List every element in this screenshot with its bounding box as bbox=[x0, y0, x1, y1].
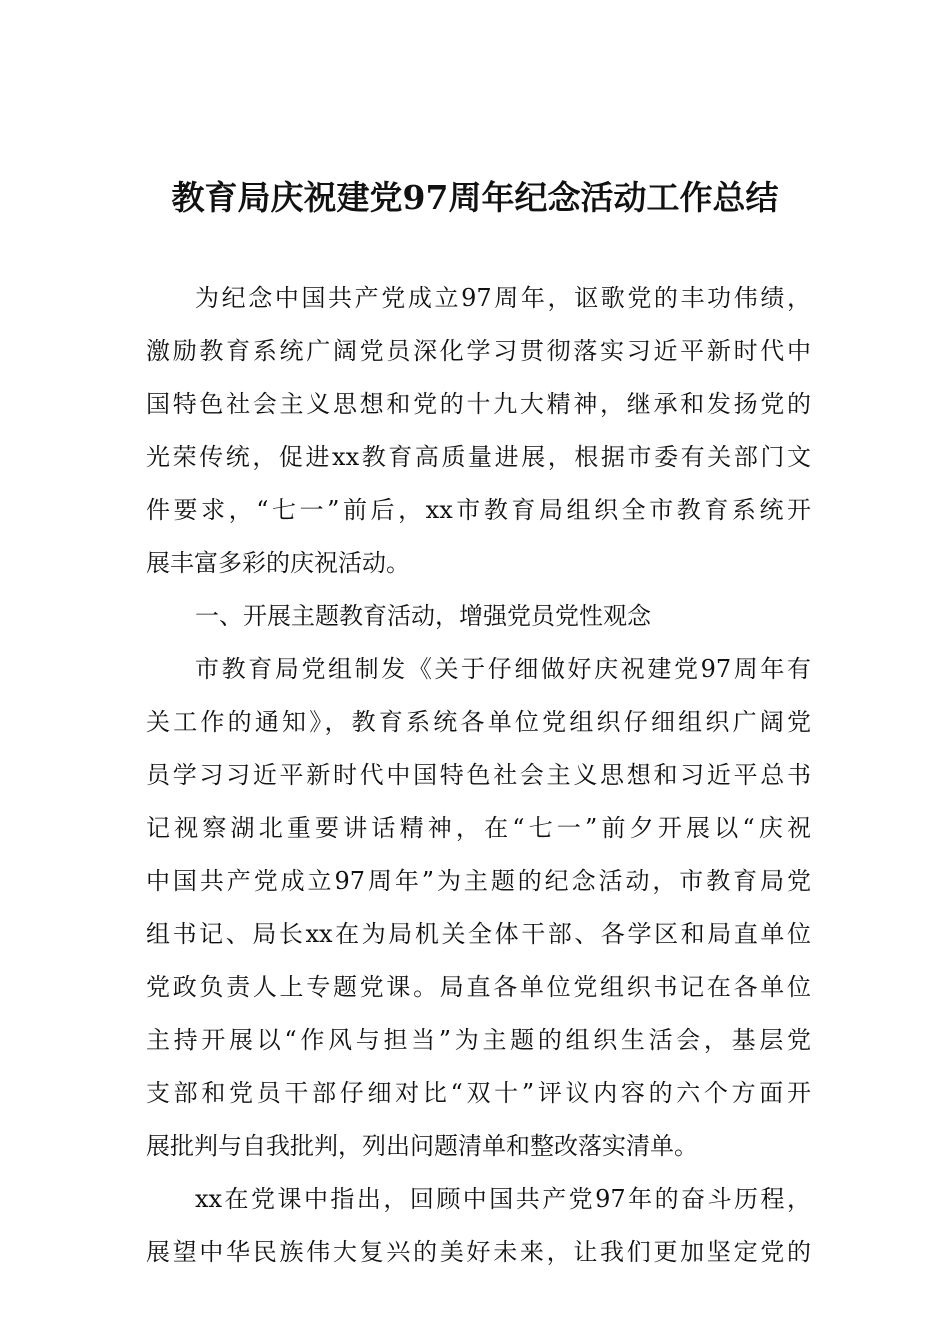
body-line: 关工作的通知》，教育系统各单位党组织仔细组织广阔党 bbox=[146, 708, 811, 736]
body-line: 件要求，“七一”前后，xx市教育局组织全市教育系统开 bbox=[146, 496, 811, 524]
body-line: 为纪念中国共产党成立97周年，讴歌党的丰功伟绩， bbox=[195, 284, 811, 312]
body-line: 展批判与自我批判，列出问题清单和整改落实清单。 bbox=[146, 1132, 698, 1160]
body-line: 国特色社会主义思想和党的十九大精神，继承和发扬党的 bbox=[146, 390, 811, 418]
body-line: 展望中华民族伟大复兴的美好未来，让我们更加坚定党的 bbox=[146, 1238, 811, 1266]
body-line: 支部和党员干部仔细对比“双十”评议内容的六个方面开 bbox=[146, 1079, 811, 1107]
body-line: 光荣传统，促进xx教育高质量进展，根据市委有关部门文 bbox=[146, 443, 811, 471]
document-title: 教育局庆祝建党97周年纪念活动工作总结 bbox=[171, 178, 779, 217]
body-line: 组书记、局长xx在为局机关全体干部、各学区和局直单位 bbox=[146, 920, 811, 948]
body-line: 记视察湖北重要讲话精神，在“七一”前夕开展以“庆祝 bbox=[146, 814, 811, 842]
body-line: 市教育局党组制发《关于仔细做好庆祝建党97周年有 bbox=[195, 655, 811, 683]
body-line: 一、开展主题教育活动，增强党员党性观念 bbox=[195, 602, 651, 630]
body-line: 中国共产党成立97周年”为主题的纪念活动，市教育局党 bbox=[146, 867, 811, 895]
body-line: 员学习习近平新时代中国特色社会主义思想和习近平总书 bbox=[146, 761, 811, 789]
body-line: 党政负责人上专题党课。局直各单位党组织书记在各单位 bbox=[146, 973, 811, 1001]
body-line: xx在党课中指出，回顾中国共产党97年的奋斗历程， bbox=[195, 1185, 811, 1213]
body-line: 展丰富多彩的庆祝活动。 bbox=[146, 549, 410, 577]
body-line: 主持开展以“作风与担当”为主题的组织生活会，基层党 bbox=[146, 1026, 811, 1054]
document-body bbox=[146, 272, 811, 1279]
body-line: 激励教育系统广阔党员深化学习贯彻落实习近平新时代中 bbox=[146, 337, 811, 365]
